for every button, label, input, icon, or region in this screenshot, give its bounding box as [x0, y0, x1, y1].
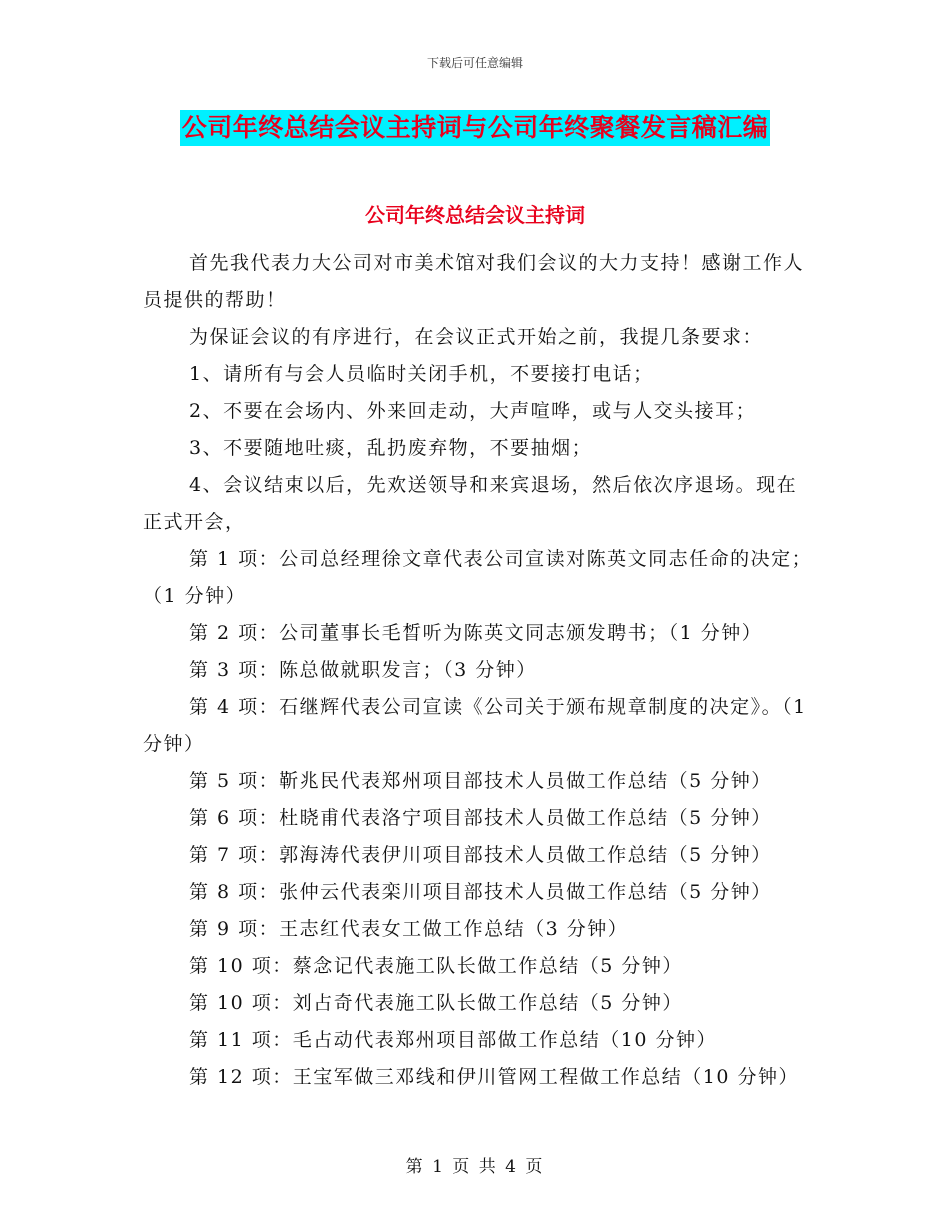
- section-title: 公司年终总结会议主持词: [365, 203, 585, 227]
- paragraph: 2、不要在会场内、外来回走动，大声喧哗，或与人交头接耳；: [189, 400, 757, 422]
- paragraph: 1、请所有与会人员临时关闭手机，不要接打电话；: [189, 363, 654, 385]
- paragraph: 4、会议结束以后，先欢送领导和来宾退场，然后依次序退场。现在正式开会，: [143, 474, 798, 533]
- paragraph: 为保证会议的有序进行，在会议正式开始之前，我提几条要求：: [189, 326, 764, 348]
- paragraph: 第 5 项：靳兆民代表郑州项目部技术人员做工作总结（5 分钟）: [189, 770, 772, 792]
- paragraph: 第 6 项：杜晓甫代表洛宁项目部技术人员做工作总结（5 分钟）: [189, 807, 772, 829]
- paragraph: 第 10 项：蔡念记代表施工队长做工作总结（5 分钟）: [189, 955, 683, 977]
- paragraph: 首先我代表力大公司对市美术馆对我们会议的大力支持！感谢工作人员提供的帮助！: [143, 252, 805, 311]
- paragraph: 第 12 项：王宝军做三邓线和伊川管网工程做工作总结（10 分钟）: [189, 1066, 799, 1088]
- paragraph: 第 3 项：陈总做就职发言；（3 分钟）: [189, 659, 537, 681]
- paragraph: 第 4 项：石继辉代表公司宣读《公司关于颁布规章制度的决定》。（1 分钟）: [143, 696, 807, 755]
- paragraph: 第 1 项：公司总经理徐文章代表公司宣读对陈英文同志任命的决定；（1 分钟）: [143, 548, 813, 607]
- paragraph: 第 10 项：刘占奇代表施工队长做工作总结（5 分钟）: [189, 992, 683, 1014]
- main-title: 公司年终总结会议主持词与公司年终聚餐发言稿汇编: [180, 110, 771, 146]
- paragraph: 第 7 项：郭海涛代表伊川项目部技术人员做工作总结（5 分钟）: [189, 844, 772, 866]
- page-footer: 第 1 页 共 4 页: [405, 1157, 545, 1177]
- paragraph: 第 11 项：毛占动代表郑州项目部做工作总结（10 分钟）: [189, 1029, 717, 1051]
- main-title-wrap: [0, 110, 950, 146]
- paragraph: 第 9 项：王志红代表女工做工作总结（3 分钟）: [189, 918, 629, 940]
- paragraph: 3、不要随地吐痰，乱扔废弃物，不要抽烟；: [189, 437, 593, 459]
- document-body: [143, 245, 815, 1096]
- paragraph: 第 8 项：张仲云代表栾川项目部技术人员做工作总结（5 分钟）: [189, 881, 772, 903]
- header-note: 下载后可任意编辑: [426, 56, 523, 70]
- paragraph: 第 2 项：公司董事长毛晳听为陈英文同志颁发聘书；（1 分钟）: [189, 622, 763, 644]
